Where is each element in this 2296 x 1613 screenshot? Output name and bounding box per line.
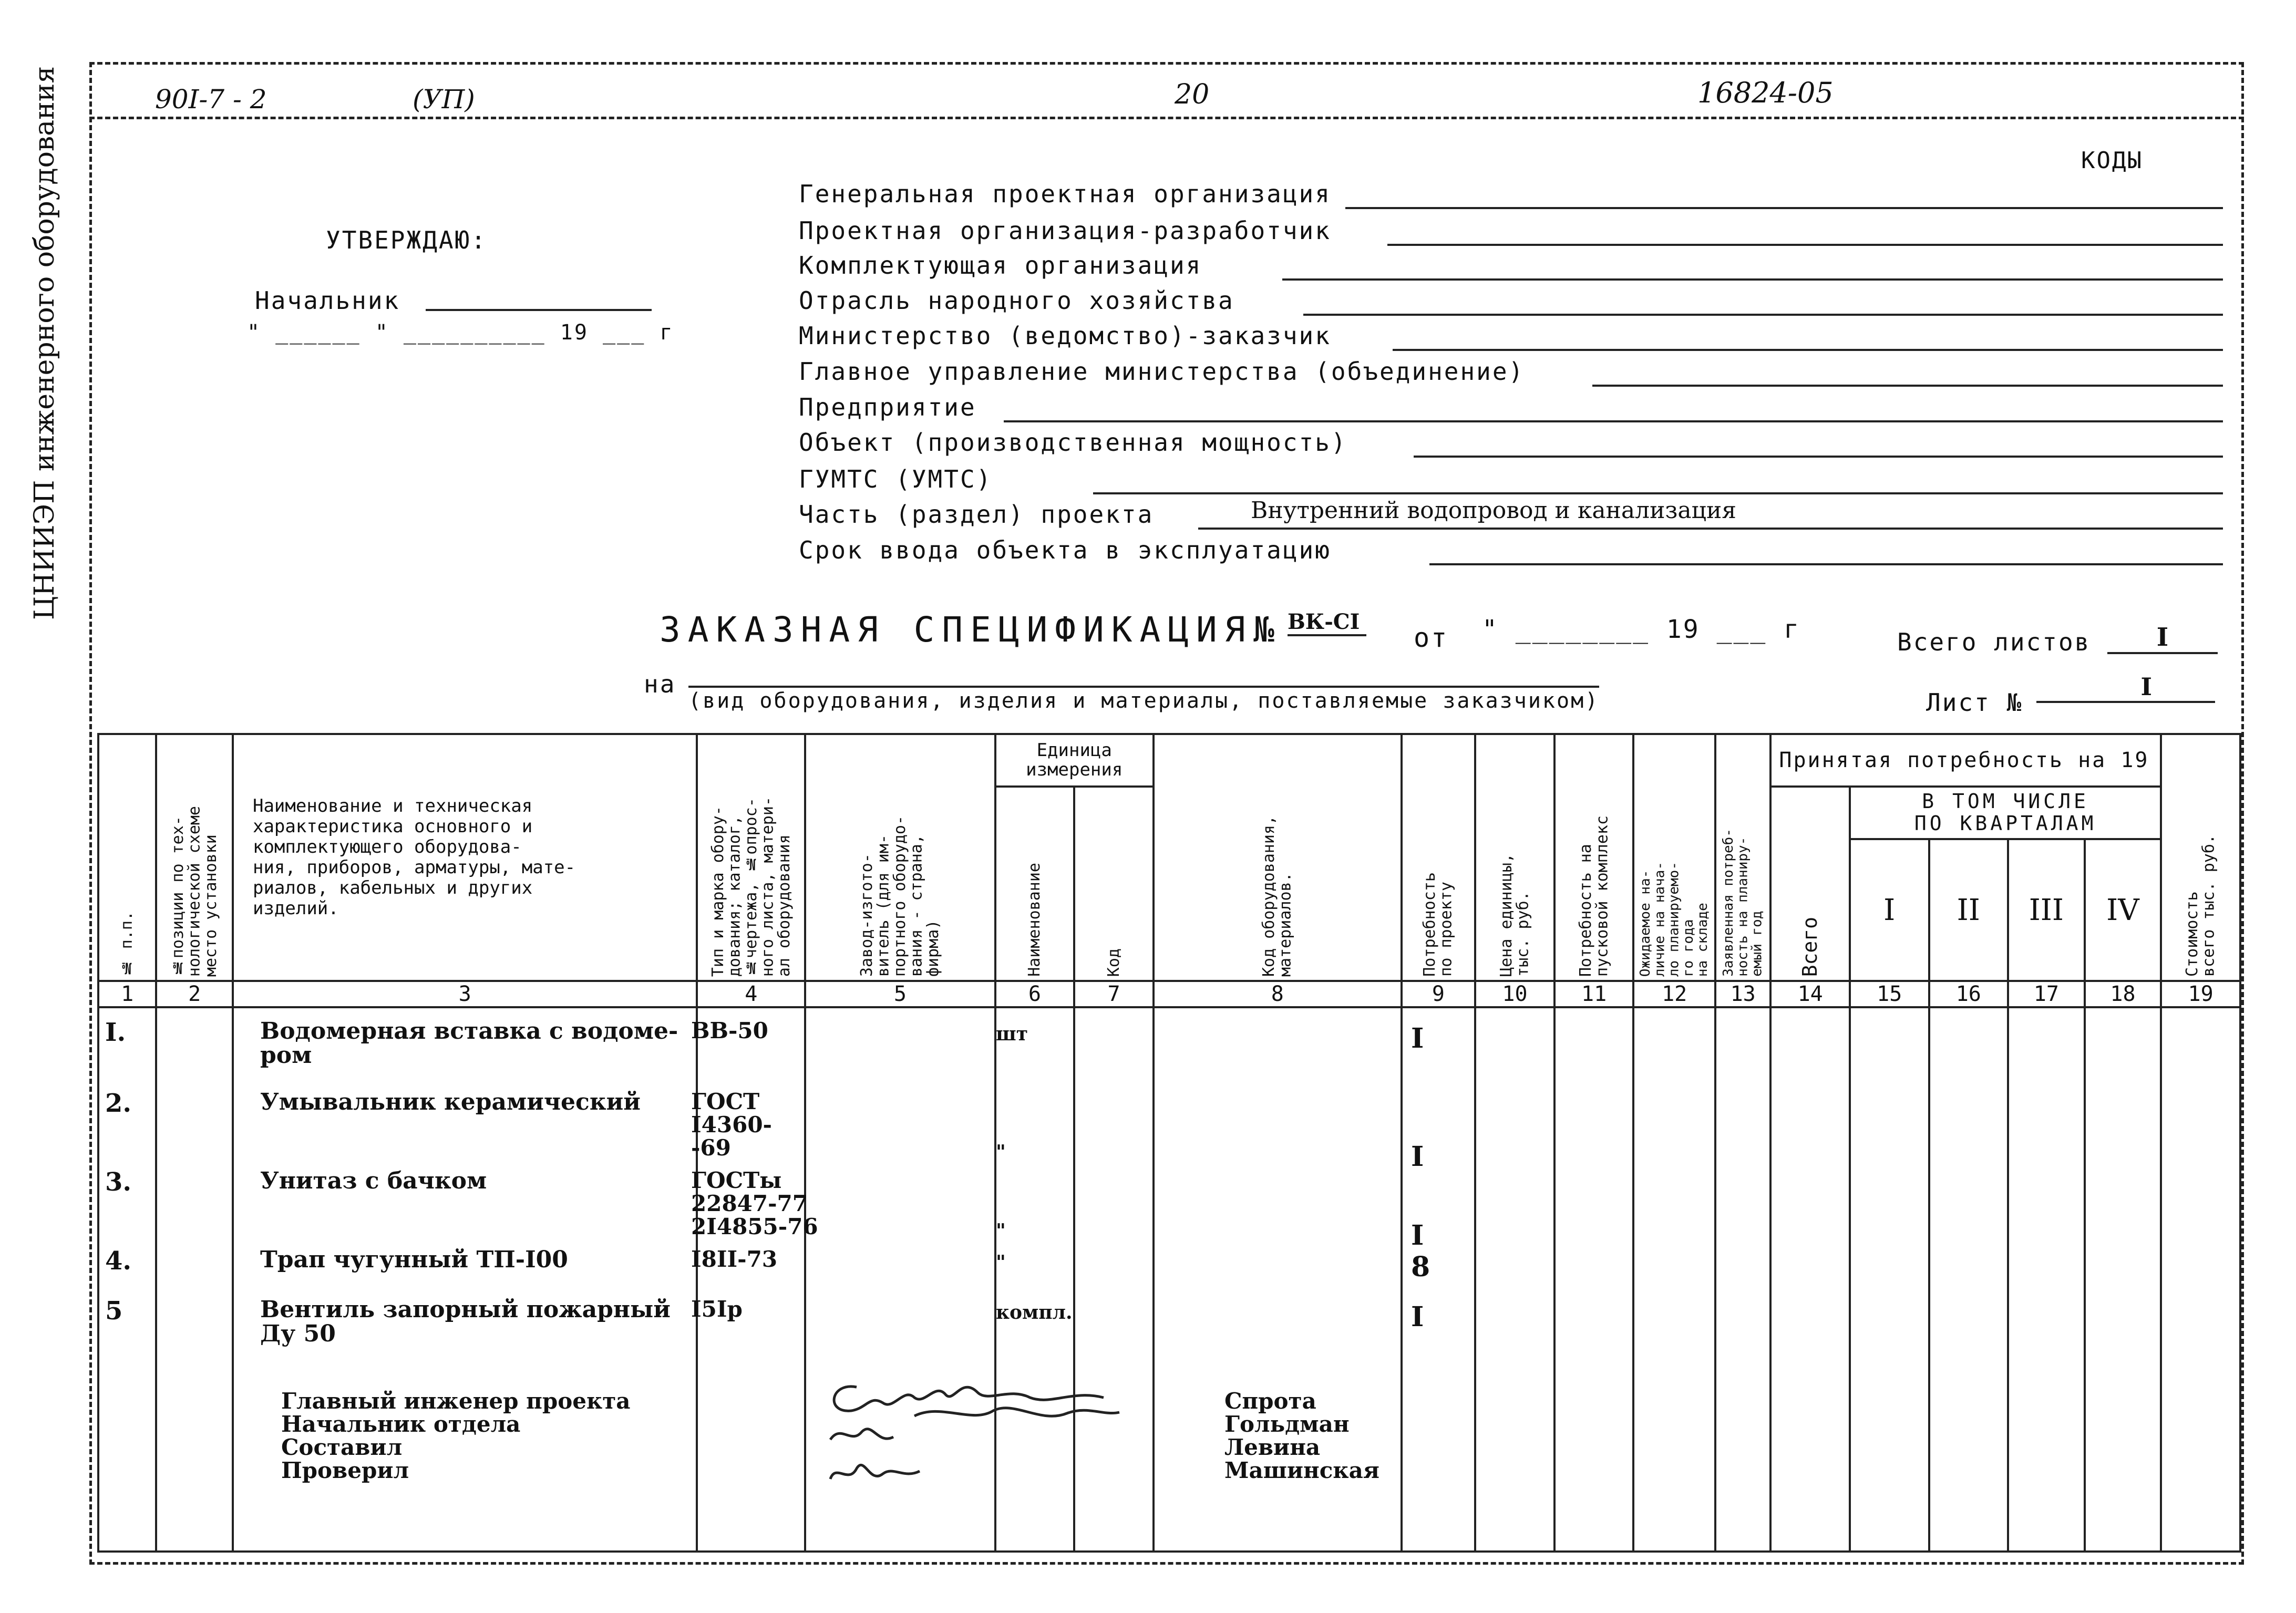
col-header-1: № п.п. (98, 734, 156, 981)
quarter-3-header: III (2008, 839, 2085, 981)
column-number: 2 (156, 981, 233, 1007)
quarter-4-header: IV (2085, 839, 2161, 981)
col-header-2: №позиции по тех- нологической схеме место установки (156, 734, 233, 981)
total-header: Всего (1770, 787, 1850, 981)
column-number: 7 (1074, 981, 1154, 1007)
row-item-name: Унитаз с бачком (260, 1167, 487, 1194)
sheet-value: I (2036, 673, 2215, 703)
name-chief-engineer: Спрота (1224, 1388, 1316, 1414)
quarters-group-header: В ТОМ ЧИСЛЕ ПО КВАРТАЛАМ (1850, 787, 2161, 839)
row-quantity: 8 (1411, 1251, 1430, 1283)
column-number: 12 (1633, 981, 1715, 1007)
col-header-11: Потребность на пусковой комплекс (1554, 734, 1634, 981)
org-field-label: Комплектующая организация (799, 251, 1202, 280)
row-number: I. (105, 1018, 126, 1047)
col-header-12: Ожидаемое на- личие на нача- ло планируемо- го года на складе (1633, 734, 1715, 981)
column-number: 5 (805, 981, 995, 1007)
org-field-line (1303, 314, 2223, 316)
col-header-19: Стоимость всего тыс. руб. (2161, 734, 2240, 981)
series-code: 90I-7 - 2 (155, 84, 267, 115)
spec-number-label: № (1253, 609, 1282, 650)
org-field-label: Предприятие (799, 393, 976, 421)
spec-na-label: на (644, 670, 676, 698)
org-field-line (1004, 420, 2223, 422)
org-field-value: Внутренний водопровод и канализация (1251, 497, 1737, 524)
role-chief-engineer: Главный инженер проекта (281, 1388, 631, 1414)
spec-title: ЗАКАЗНАЯ СПЕЦИФИКАЦИЯ (660, 609, 1253, 650)
column-number: 15 (1850, 981, 1929, 1007)
header-separator (89, 117, 2244, 119)
row-quantity: I (1411, 1141, 1424, 1173)
approval-date: " ______ " __________ 19 ___ г (247, 320, 674, 345)
row-type-mark: I5Iр (691, 1296, 743, 1322)
row-item-name: Водомерная вставка с водоме- ром (260, 1018, 678, 1069)
org-field-label: Объект (производственная мощность) (799, 428, 1347, 457)
unit-name-header: Наименование (995, 787, 1075, 981)
row-unit: шт (996, 1023, 1028, 1045)
total-sheets-label: Всего листов (1897, 628, 2091, 656)
col-header-3: Наименование и техническая характеристика основного и комплектующего оборудова- ния, приборов, арматуры, мате- риалов, кабельных и других изделий. (233, 734, 697, 981)
spec-from-label: от (1414, 623, 1449, 653)
org-field-line (1345, 207, 2223, 209)
approval-label: УТВЕРЖДАЮ: (326, 226, 487, 254)
row-quantity: I (1411, 1219, 1424, 1252)
org-field-label: Отрасль народного хозяйства (799, 286, 1234, 315)
org-field-line (1414, 456, 2223, 458)
row-number: 2. (105, 1089, 132, 1118)
codes-label: КОДЫ (2081, 147, 2143, 174)
column-number: 8 (1154, 981, 1402, 1007)
total-sheets-value: I (2107, 623, 2218, 654)
org-field-label: Срок ввода объекта в эксплуатацию (799, 536, 1331, 564)
handwritten-signatures (820, 1366, 1125, 1492)
spec-subtitle: (вид оборудования, изделия и материалы, поставляемые заказчиком) (688, 686, 1599, 713)
org-field-label: Генеральная проектная организация (799, 180, 1331, 208)
row-item-name: Вентиль запорный пожарный Ду 50 (260, 1296, 671, 1348)
name-checked-by: Машинская (1224, 1457, 1379, 1484)
column-number: 18 (2085, 981, 2161, 1007)
col-header-9: Потребность по проекту (1402, 734, 1476, 981)
row-number: 4. (105, 1246, 132, 1276)
name-department-head: Гольдман (1224, 1411, 1350, 1438)
chief-label: Начальник (255, 286, 400, 315)
sheet-label: Лист № (1926, 688, 2023, 717)
side-organization-label: ЦНИИЭП инженерного оборудования (29, 66, 60, 620)
role-compiled-by: Составил (281, 1434, 403, 1461)
unit-group-header: Единица измерения (995, 734, 1154, 787)
quarter-2-header: II (1929, 839, 2009, 981)
column-number: 9 (1402, 981, 1476, 1007)
page-number: 20 (1175, 79, 1210, 110)
column-number: 6 (995, 981, 1075, 1007)
org-field-label: ГУМТС (УМТС) (799, 465, 993, 493)
column-number: 3 (233, 981, 697, 1007)
org-field-line (1093, 492, 2223, 494)
column-number: 19 (2161, 981, 2240, 1007)
unit-code-header: Код (1074, 787, 1154, 981)
row-type-mark: ГОСТ I4360- -69 (691, 1089, 772, 1161)
column-number: 14 (1770, 981, 1850, 1007)
column-number: 16 (1929, 981, 2009, 1007)
row-unit: " (996, 1141, 1006, 1163)
org-field-label: Министерство (ведомство)-заказчик (799, 322, 1331, 350)
col-header-10: Цена единицы, тыс. руб. (1475, 734, 1554, 981)
org-field-line (1393, 349, 2223, 351)
row-unit: " (996, 1220, 1006, 1242)
row-type-mark: I8II-73 (691, 1246, 778, 1272)
row-type-mark: ГОСТы 22847-77 2I4855-76 (691, 1167, 818, 1240)
accepted-demand-header: Принятая потребность на 19 (1770, 734, 2161, 787)
column-number: 1 (98, 981, 156, 1007)
org-field-line (1429, 563, 2223, 565)
quarter-1-header: I (1850, 839, 1929, 981)
name-compiled-by: Левина (1224, 1434, 1321, 1461)
column-number: 17 (2008, 981, 2085, 1007)
column-number: 13 (1715, 981, 1770, 1007)
column-number-row (98, 981, 2240, 1007)
column-number: 4 (697, 981, 805, 1007)
signature-roles (281, 1390, 631, 1482)
org-field-label: Проектная организация-разработчик (799, 216, 1331, 245)
spec-date: " ________ 19 ___ г (1482, 615, 1801, 644)
org-field-label: Главное управление министерства (объединение) (799, 357, 1525, 386)
row-quantity: I (1411, 1022, 1424, 1054)
row-number: 3. (105, 1167, 132, 1197)
col-header-4: Тип и марка обору- дования; каталог, №чертежа, №опрос- ного листа, матери- ал оборудования (697, 734, 805, 981)
row-unit: компл. (996, 1301, 1073, 1324)
column-number: 11 (1554, 981, 1634, 1007)
row-unit: " (996, 1252, 1006, 1274)
col-header-13: Заявленная потреб- ность на планиру- емый год (1715, 734, 1770, 981)
signature-names (1224, 1390, 1379, 1482)
row-type-mark: ВВ-50 (691, 1018, 768, 1043)
spec-number: ВК-СI (1288, 609, 1366, 636)
org-field-line (1282, 278, 2223, 281)
role-checked-by: Проверил (281, 1457, 409, 1484)
col-header-5: Завод-изгото- витель (для им- портного оборудо- вания - страна, фирма) (805, 734, 995, 981)
row-item-name: Умывальник керамический (260, 1089, 641, 1115)
col-header-8: Код оборудования, материалов. (1154, 734, 1402, 981)
document-number: 16824-05 (1697, 76, 1834, 109)
chief-signature-line (426, 309, 652, 311)
row-item-name: Трап чугунный ТП-I00 (260, 1246, 568, 1273)
org-field-line (1198, 528, 2223, 530)
row-quantity: I (1411, 1301, 1424, 1333)
column-number: 10 (1475, 981, 1554, 1007)
org-field-line (1592, 385, 2223, 387)
org-field-label: Часть (раздел) проекта (799, 500, 1154, 529)
org-field-line (1387, 244, 2223, 246)
part-code: (УП) (413, 84, 475, 115)
row-number: 5 (105, 1296, 123, 1326)
role-department-head: Начальник отдела (281, 1411, 521, 1438)
